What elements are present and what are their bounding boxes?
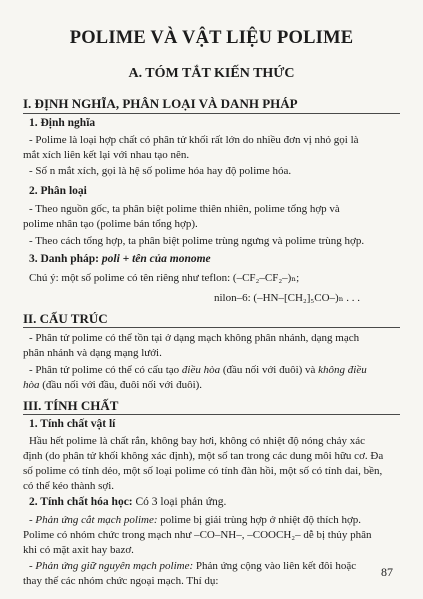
subsection-nomenclature-heading [29,253,211,265]
nomenclature-formula: poli + tên của monome [101,253,211,265]
physical-line-1: Hầu hết polime là chất rắn, không bay hơi, không có nhiệt độ nóng chảy xác [29,435,366,447]
chemical-line-1 [29,513,361,527]
chemical-line-2: Polime có nhóm chức trong mạch như –CO–NH–, –COOCH₂– dễ bị thủy phân [23,529,372,541]
structure-line-2: phân nhánh và dạng mạng lưới. [23,347,162,359]
structure-text: - Phân tử polime có thể có cấu tạo [29,364,182,376]
structure-term-regular: điều hòa [181,364,221,376]
subsection-classification-heading: 2. Phân loại [29,185,87,197]
reaction-type-2: - Phản ứng giữ nguyên mạch polime: [29,560,194,572]
structure-text: (đầu nối với đầu, đuôi nối với đuôi). [39,379,203,391]
nomenclature-note-line-2: nilon–6: (–HN–[CH₂]₅CO–)ₙ . . . [214,292,360,304]
structure-text: (đầu nối với đuôi) và [220,364,319,376]
classification-line-2: polime nhân tạo (polime bán tổng hợp). [23,218,198,230]
structure-line-1: - Phân tử polime có thể tồn tại ở dạng mạch không phân nhánh, dạng mạch [29,332,360,344]
physical-line-3: số polime có tính dẻo, một số loại polime có tính đàn hồi, một số có tính dai, bền, [23,465,383,477]
page-title: POLIME VÀ VẬT LIỆU POLIME [69,28,354,48]
chemical-text: polime bị giải trùng hợp ở nhiệt độ thích hợp. [157,514,362,526]
chemical-text: Phản ứng cộng vào liên kết đôi hoặc [193,560,357,572]
classification-line-1: - Theo nguồn gốc, ta phân biệt polime thiên nhiên, polime tổng hợp và [29,203,340,215]
definition-line-1: - Polime là loại hợp chất có phân tử khối rất lớn do nhiều đơn vị nhỏ gọi là [29,134,359,146]
structure-term-irregular: không điều [318,364,367,376]
structure-line-3 [29,363,367,377]
subsection-definition-heading: 1. Định nghĩa [29,117,96,129]
structure-term-irregular-cont: hòa [23,379,40,391]
subsection-physical-heading: 1. Tính chất vật lí [29,418,116,430]
section-2-divider [23,327,400,328]
section-3-heading: III. TÍNH CHẤT [23,398,119,413]
definition-line-3: - Số n mắt xích, gọi là hệ số polime hóa hay độ polime hóa. [29,165,292,177]
page-number: 87 [381,565,393,579]
chemical-intro: Có 3 loại phản ứng. [135,496,227,508]
physical-line-4: có thể kéo thành sợi. [23,480,115,492]
reaction-type-1: - Phản ứng cắt mạch polime: [29,514,158,526]
section-1-divider [23,113,400,114]
structure-line-4 [23,378,202,392]
section-1-heading: I. ĐỊNH NGHĨA, PHÂN LOẠI VÀ DANH PHÁP [23,96,298,111]
chemical-line-4 [29,559,356,573]
nomenclature-note-line-1: Chú ý: một số polime có tên riêng như teflon: (–CF₂–CF₂–)ₙ; [29,272,300,284]
classification-line-3: - Theo cách tổng hợp, ta phân biệt polime trùng ngưng và polime trùng hợp. [29,235,365,247]
nomenclature-label: 3. Danh pháp: [29,253,102,265]
definition-line-2: mắt xích liên kết lại với nhau tạo nên. [23,149,190,161]
chemical-line-5: thay thế các nhóm chức ngoại mạch. Thí dụ: [23,575,219,587]
physical-line-2: định (do phân tử khối không xác định), một số tan trong các dung môi hữu cơ. Đa [23,450,384,462]
section-a-heading: A. TÓM TẮT KIẾN THỨC [128,66,295,81]
subsection-chemical-heading [29,496,226,508]
chemical-label: 2. Tính chất hóa học: [29,496,136,508]
chemical-line-3: khi có mặt axit hay bazơ. [23,544,134,556]
section-2-heading: II. CẤU TRÚC [23,311,108,326]
section-3-divider [23,414,400,415]
